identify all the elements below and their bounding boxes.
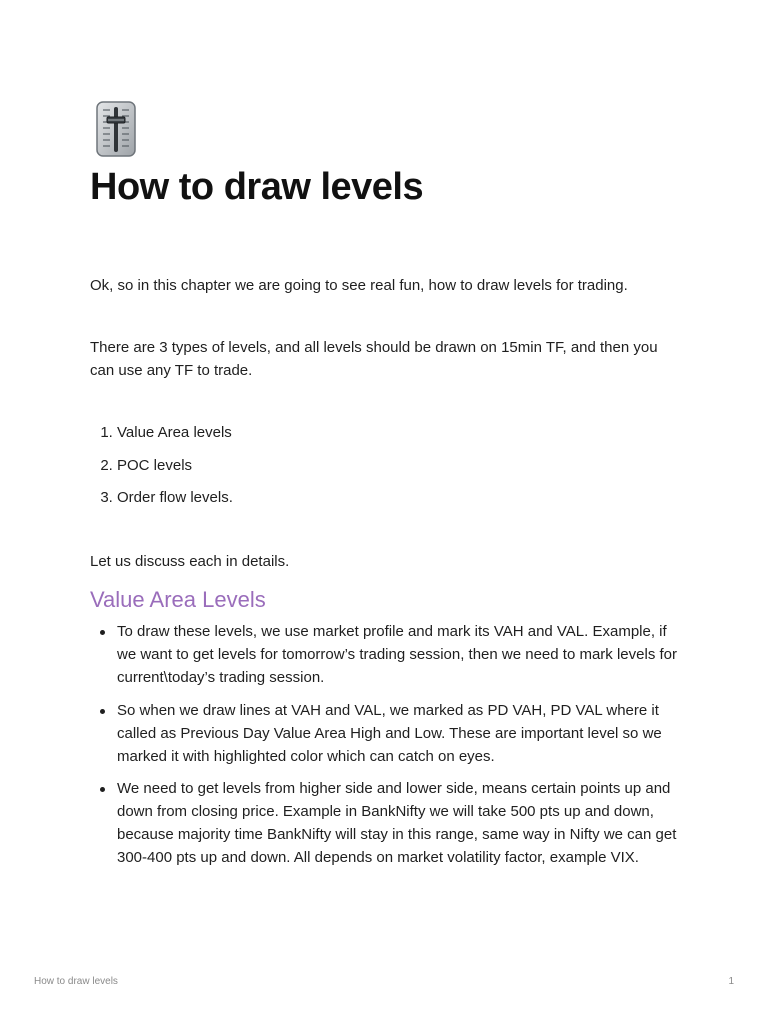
page-content <box>90 274 682 879</box>
list-item: We need to get levels from higher side and lower side, means certain points up and down from closing price. Example in BankNifty we will take 500 pts up and down, because majority time BankNifty will stay in this range, same way in Nifty we can get 300-400 pts up and down. All depends on market volatility factor, example VIX. <box>117 777 682 869</box>
intro-paragraph: Ok, so in this chapter we are going to see real fun, how to draw levels for trading. <box>90 277 628 294</box>
control-knobs-icon <box>96 101 136 157</box>
section-heading: Value Area Levels <box>90 587 266 612</box>
page-title: How to draw levels <box>90 166 424 208</box>
list-item: To draw these levels, we use market profile and mark its VAH and VAL. Example, if we want to get levels for tomorrow’s trading session, then we need to mark levels for current\today’s trading session. <box>117 620 682 689</box>
footer-page-number: 1 <box>728 976 734 987</box>
discuss-paragraph: Let us discuss each in details. <box>90 553 290 570</box>
value-area-bullet-list <box>90 620 682 869</box>
footer-doc-title: How to draw levels <box>34 976 118 987</box>
list-item: So when we draw lines at VAH and VAL, we marked as PD VAH, PD VAL where it called as Previous Day Value Area High and Low. These are important level so we marked it with highlighted color which can catch on eyes. <box>117 699 682 768</box>
level-types-list <box>90 421 682 509</box>
level-types-paragraph: There are 3 types of levels, and all levels should be drawn on 15min TF, and then you can use any TF to trade. <box>90 339 658 379</box>
list-item: 2. POC levels <box>117 454 682 477</box>
list-item: 3. Order flow levels. <box>117 486 682 509</box>
list-item: 1. Value Area levels <box>117 421 682 444</box>
